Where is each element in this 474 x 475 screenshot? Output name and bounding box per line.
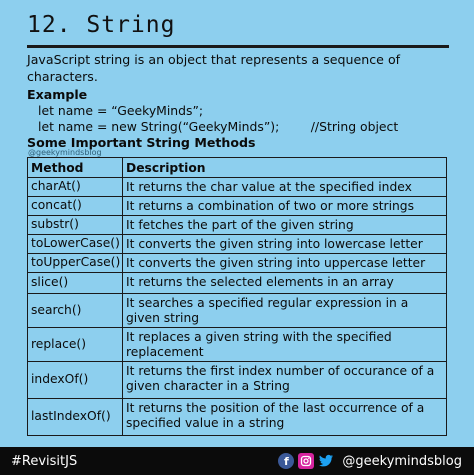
methods-table xyxy=(27,157,447,436)
hashtag: #RevisitJS xyxy=(11,453,78,469)
method-cell: replace() xyxy=(28,327,123,361)
description-cell: It returns the position of the last occurrence of a specified value in a string xyxy=(123,398,447,435)
method-cell: indexOf() xyxy=(28,361,123,398)
table-row xyxy=(28,178,447,197)
table-row xyxy=(28,254,447,273)
table-row xyxy=(28,197,447,216)
example-heading: Example xyxy=(27,87,88,102)
table-row xyxy=(28,235,447,254)
description-cell: It replaces a given string with the specified replacement xyxy=(123,327,447,361)
twitter-icon[interactable] xyxy=(318,453,334,469)
footer-bar xyxy=(0,447,474,475)
description-cell: It returns the char value at the specified index xyxy=(123,178,447,197)
method-cell: charAt() xyxy=(28,178,123,197)
description-cell: It fetches the part of the given string xyxy=(123,216,447,235)
intro-text: JavaScript string is an object that represents a sequence of characters. xyxy=(27,52,401,84)
page-title: 12. String xyxy=(27,12,176,38)
table-row xyxy=(28,294,447,328)
column-header-method: Method xyxy=(28,158,123,178)
description-cell: It returns the selected elements in an array xyxy=(123,273,447,294)
description-cell: It converts the given string into lowercase letter xyxy=(123,235,447,254)
facebook-icon[interactable]: f xyxy=(278,453,294,469)
method-cell: toUpperCase() xyxy=(28,254,123,273)
code-line-1: let name = “GeekyMinds”; xyxy=(38,103,204,118)
method-cell: toLowerCase() xyxy=(28,235,123,254)
description-cell: It returns the first index number of occurance of a given character in a String xyxy=(123,361,447,398)
instagram-icon[interactable] xyxy=(298,453,314,469)
method-cell: search() xyxy=(28,294,123,328)
social-links xyxy=(278,453,462,469)
method-cell: lastIndexOf() xyxy=(28,398,123,435)
table-row xyxy=(28,216,447,235)
column-header-description: Description xyxy=(123,158,447,178)
table-row xyxy=(28,398,447,435)
description-cell: It searches a specified regular expression in a given string xyxy=(123,294,447,328)
methods-heading: Some Important String Methods xyxy=(27,135,256,150)
watermark: @geekymindsblog xyxy=(28,148,102,157)
table-row xyxy=(28,361,447,398)
social-handle[interactable]: @geekymindsblog xyxy=(342,453,462,469)
description-cell: It converts the given string into uppercase letter xyxy=(123,254,447,273)
method-cell: slice() xyxy=(28,273,123,294)
method-cell: substr() xyxy=(28,216,123,235)
table-header-row xyxy=(28,158,447,178)
table-row xyxy=(28,327,447,361)
description-cell: It returns a combination of two or more strings xyxy=(123,197,447,216)
table-row xyxy=(28,273,447,294)
code-line-2: let name = new String(“GeekyMinds”); //String object xyxy=(38,119,399,134)
title-divider xyxy=(27,45,449,48)
method-cell: concat() xyxy=(28,197,123,216)
